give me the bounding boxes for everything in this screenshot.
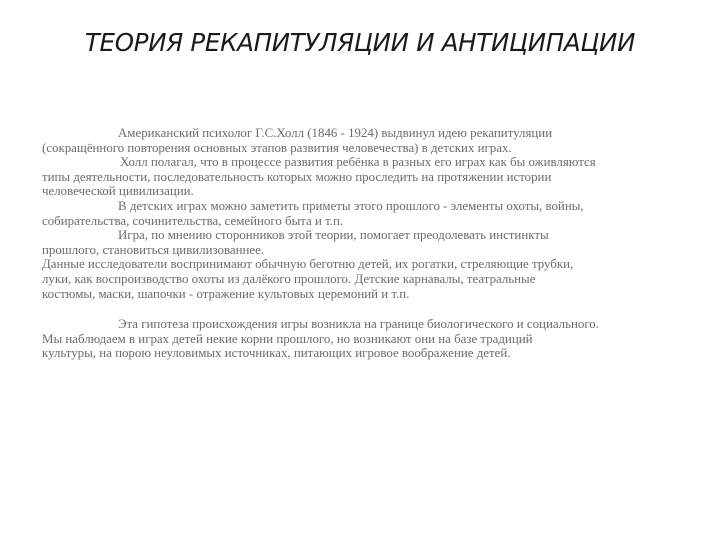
text-line: костюмы, маски, шапочки - отражение культовых церемоний и т.п. [42,286,410,301]
text-line: типы деятельности, последовательность которых можно проследить на протяжении истории [42,169,552,184]
text-line: Данные исследователи воспринимают обычную беготню детей, их рогатки, стреляющие трубки, [42,257,574,272]
text-line: луки, как воспроизводство охоты из далёкого прошлого. Детские карнавалы, театральные [42,271,536,286]
text-line: человеческой цивилизации. [42,184,194,199]
text-line: Игра, по мнению сторонников этой теории, помогает преодолевать инстинкты [118,228,549,243]
text-line: Американский психолог Г.С.Холл (1846 - 1924) выдвинул идею рекапитуляции [118,126,553,140]
slide-title: ТЕОРИЯ РЕКАПИТУЛЯЦИИ И АНТИЦИПАЦИИ [84,28,636,57]
text-line: собирательства, сочинительства, семейного быта и т.п. [42,213,344,228]
text-line: Холл полагал, что в процессе развития ребёнка в разных его играх как бы оживляются [120,155,596,170]
text-line: Мы наблюдаем в играх детей некие корни прошлого, но возникают они на базе традиций [42,331,533,346]
slide-body [42,126,687,361]
text-line: культуры, на порою неуловимых источниках, питающих игровое воображение детей. [42,346,511,361]
text-line: (сокращённого повторения основных этапов развития человечества) в детских играх. [42,140,512,155]
text-line: прошлого, становиться цивилизованнее. [42,242,265,257]
text-line: Эта гипотеза происхождения игры возникла на границе биологического и социального. [118,317,599,332]
paragraph-gap [42,301,687,317]
text-line: В детских играх можно заметить приметы этого прошлого - элементы охоты, войны, [118,198,584,213]
